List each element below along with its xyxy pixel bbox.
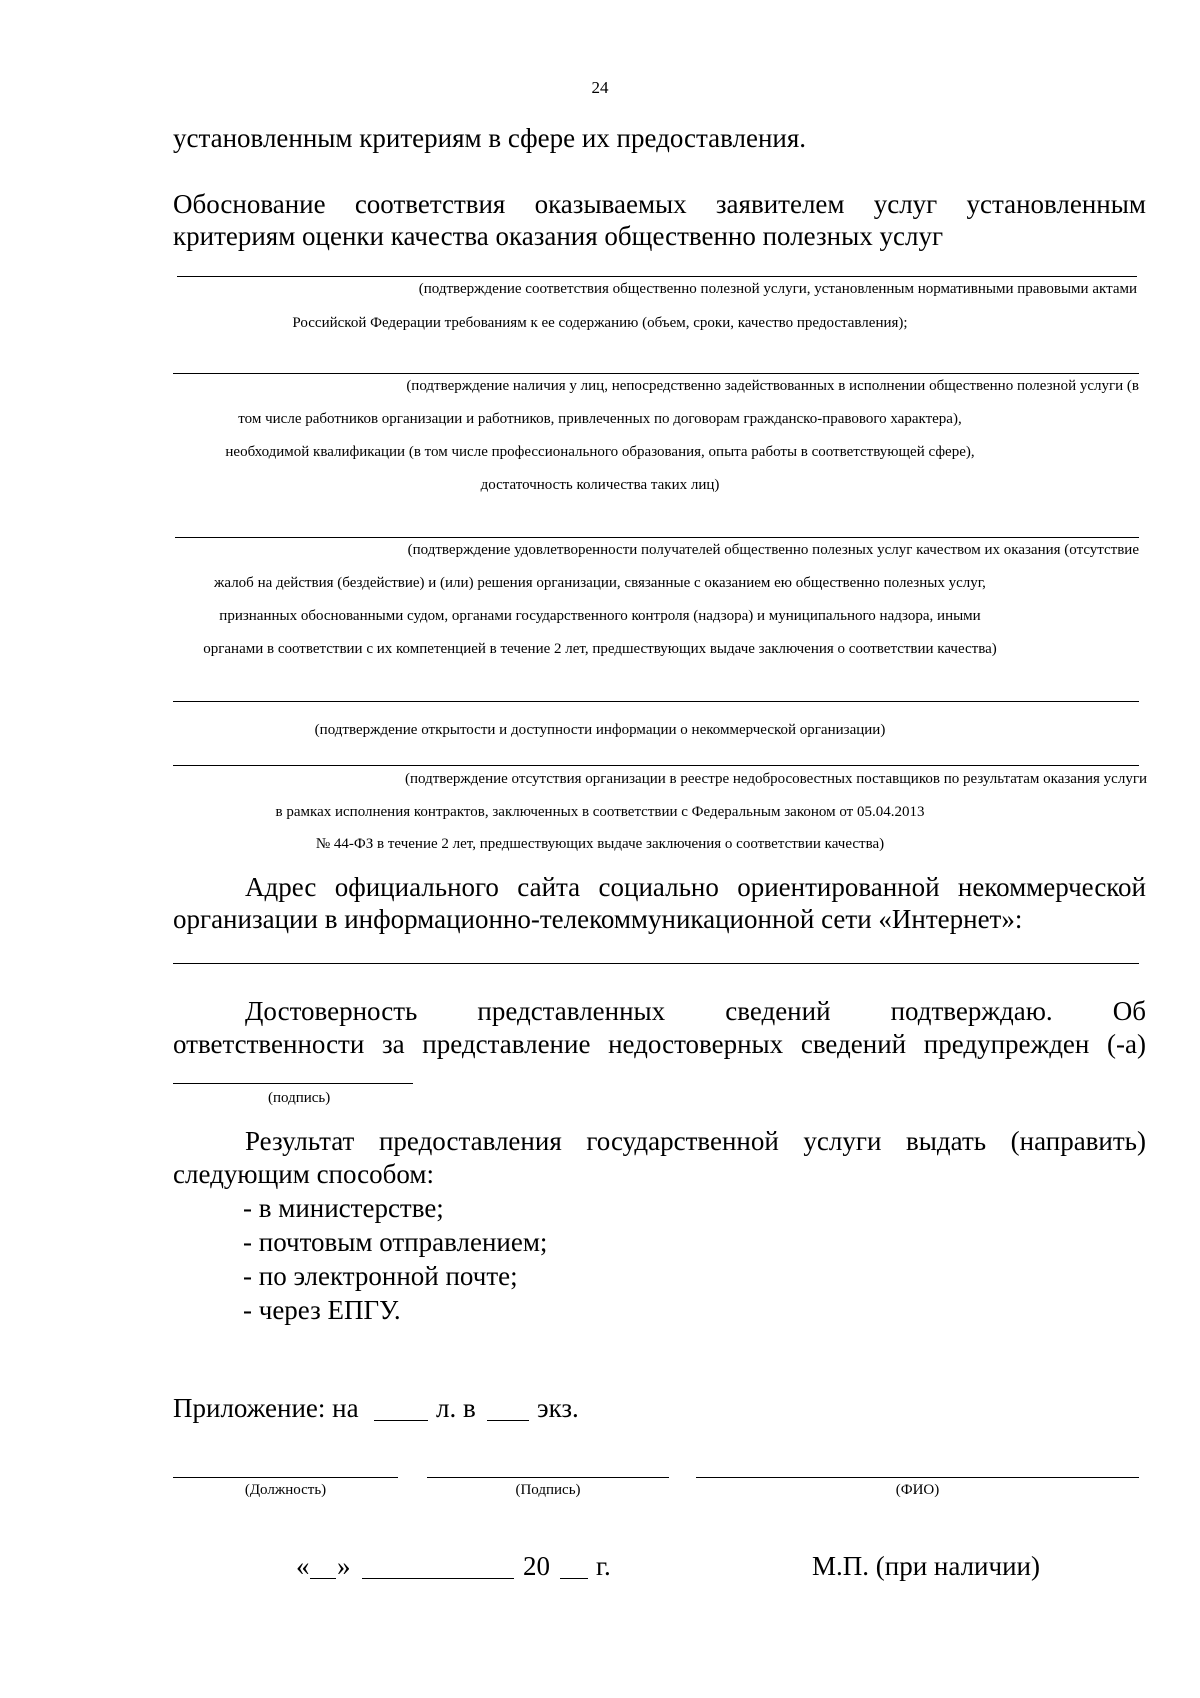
caption-3-line-1: (подтверждение удовлетворенности получателей общественно полезных услуг качеством их оказания (отсутствие (407, 542, 1139, 558)
caption-5-line-1: (подтверждение отсутствия организации в реестре недобросовестных поставщиков по результатам оказания услуги (404, 771, 1147, 787)
result-option-email: - по электронной почте; (243, 1261, 518, 1291)
caption-2-line-1: (подтверждение наличия у лиц, непосредственно задействованных в исполнении общественно полезной услуги (в (406, 378, 1139, 394)
intro-line: установленным критериям в сфере их предоставления. (173, 123, 807, 153)
caption-5-line-3: № 44-ФЗ в течение 2 лет, предшествующих выдаче заключения о соответствии качества) (315, 836, 885, 852)
caption-2-line-2: том числе работников организации и работников, привлеченных по договорам гражданско-правового характера), (238, 411, 962, 427)
justification-line-1: Обоснование соответствия оказываемых заявителем услуг установленным (173, 189, 1146, 219)
attachment-sheets-field[interactable] (374, 1420, 428, 1421)
caption-3-line-2: жалоб на действия (бездействие) и (или) решения организации, связанные с оказанием ею общественно полезных услуг, (214, 575, 986, 591)
certification-line-1: Достоверность представленных сведений подтверждаю. Об (245, 996, 1146, 1026)
signature-label-caption: (Подпись) (515, 1482, 581, 1498)
attachment-copies-unit: экз. (537, 1393, 579, 1423)
certification-line-2: ответственности за представление недостоверных сведений предупрежден (-а) (173, 1029, 1146, 1059)
field-line-staff-qualification[interactable] (173, 373, 1139, 374)
date-open-quote: « (296, 1551, 310, 1581)
caption-2-line-3: необходимой квалификации (в том числе профессионального образования, опыта работы в соответствующей сфере), (225, 444, 975, 460)
caption-2-line-4: достаточность количества таких лиц) (480, 477, 720, 493)
caption-1-line-2: Российской Федерации требованиям к ее содержанию (объем, сроки, качество предоставления); (292, 315, 908, 331)
date-year-field[interactable] (560, 1578, 588, 1579)
caption-3-line-4: органами в соответствии с их компетенцией в течение 2 лет, предшествующих выдаче заключения о соответствии качества) (203, 641, 997, 657)
caption-3-line-3: признанных обоснованными судом, органами государственного контроля (надзора) и муниципального надзора, иными (219, 608, 981, 624)
result-option-ministry: - в министерстве; (243, 1193, 444, 1223)
field-line-service-compliance[interactable] (177, 276, 1137, 277)
date-day-field[interactable] (310, 1578, 336, 1579)
position-caption: (Должность) (244, 1482, 327, 1498)
signature-line[interactable] (173, 1083, 413, 1084)
result-option-epgu: - через ЕПГУ. (243, 1295, 401, 1325)
caption-5-line-2: в рамках исполнения контрактов, заключенных в соответствии с Федеральным законом от 05.04.2013 (275, 804, 925, 820)
field-line-website[interactable] (173, 963, 1139, 964)
date-year-suffix: г. (596, 1551, 611, 1581)
full-name-caption: (ФИО) (895, 1482, 940, 1498)
caption-1-line-1: (подтверждение соответствия общественно полезной услуги, установленным нормативными правовыми актами (418, 281, 1137, 297)
attachment-label: Приложение: на (173, 1393, 359, 1423)
field-line-recipient-satisfaction[interactable] (175, 537, 1139, 538)
attachment-sheets-unit: л. в (436, 1393, 476, 1423)
website-line-2: организации в информационно-телекоммуникационной сети «Интернет»: (173, 904, 1023, 934)
seal-placeholder: М.П. (при наличии) (812, 1551, 1040, 1581)
position-field[interactable] (173, 1477, 398, 1478)
date-year-prefix: 20 (523, 1551, 550, 1581)
result-line-2: следующим способом: (173, 1159, 434, 1189)
website-line-1: Адрес официального сайта социально ориентированной некоммерческой (245, 872, 1146, 902)
page-number: 24 (591, 78, 609, 97)
caption-4-line-1: (подтверждение открытости и доступности информации о некоммерческой организации) (314, 722, 886, 738)
signature-caption: (подпись) (268, 1090, 331, 1106)
date-month-field[interactable] (362, 1578, 514, 1579)
justification-line-2: критериям оценки качества оказания общественно полезных услуг (173, 221, 944, 251)
field-line-supplier-registry[interactable] (173, 765, 1139, 766)
field-line-information-openness[interactable] (173, 701, 1139, 702)
attachment-copies-field[interactable] (487, 1420, 529, 1421)
full-name-field[interactable] (696, 1477, 1139, 1478)
date-close-quote: » (337, 1551, 351, 1581)
signature-field[interactable] (427, 1477, 669, 1478)
result-option-mail: - почтовым отправлением; (243, 1227, 548, 1257)
result-line-1: Результат предоставления государственной услуги выдать (направить) (245, 1126, 1146, 1156)
